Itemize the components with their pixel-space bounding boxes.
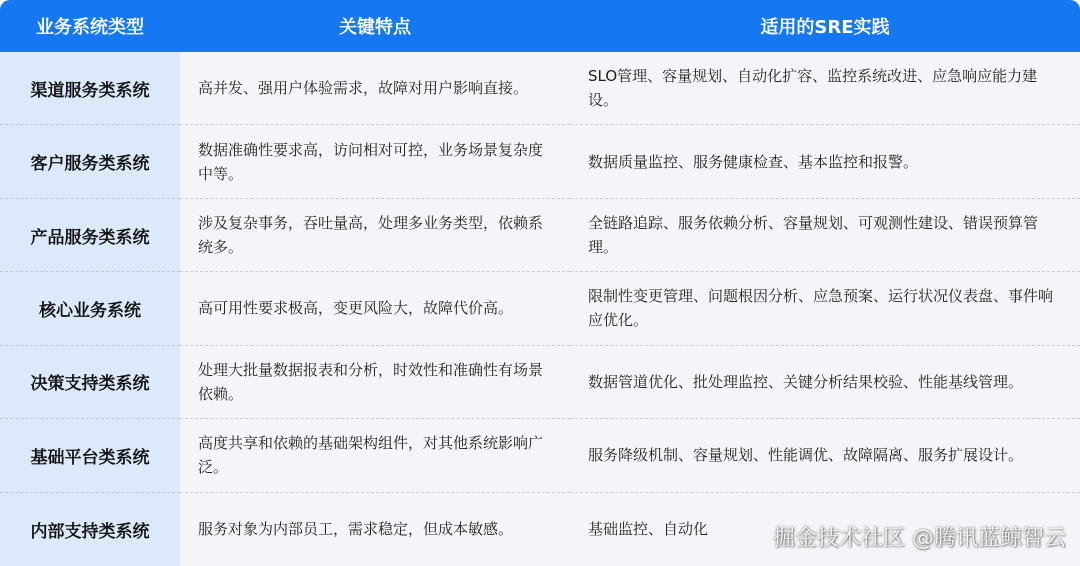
row-2-type: 客户服务类系统 bbox=[0, 125, 180, 198]
row-1-features: 高并发、强用户体验需求，故障对用户影响直接。 bbox=[180, 52, 570, 125]
row-7-type: 内部支持类系统 bbox=[0, 493, 180, 566]
row-6-features: 高度共享和依赖的基础架构组件，对其他系统影响广泛。 bbox=[180, 419, 570, 492]
row-5-sre: 数据管道优化、批处理监控、关键分析结果校验、性能基线管理。 bbox=[570, 346, 1080, 419]
header-key-features: 关键特点 bbox=[180, 0, 570, 52]
row-5-features: 处理大批量数据报表和分析，时效性和准确性有场景依赖。 bbox=[180, 346, 570, 419]
row-1-sre: SLO管理、容量规划、自动化扩容、监控系统改进、应急响应能力建设。 bbox=[570, 52, 1080, 125]
row-4-type: 核心业务系统 bbox=[0, 272, 180, 345]
row-6-type: 基础平台类系统 bbox=[0, 419, 180, 492]
header-system-type: 业务系统类型 bbox=[0, 0, 180, 52]
header-sre-practices: 适用的SRE实践 bbox=[570, 0, 1080, 52]
row-6-sre: 服务降级机制、容量规划、性能调优、故障隔离、服务扩展设计。 bbox=[570, 419, 1080, 492]
row-3-type: 产品服务类系统 bbox=[0, 199, 180, 272]
row-5-type: 决策支持类系统 bbox=[0, 346, 180, 419]
row-3-sre: 全链路追踪、服务依赖分析、容量规划、可观测性建设、错误预算管理。 bbox=[570, 199, 1080, 272]
row-4-sre: 限制性变更管理、问题根因分析、应急预案、运行状况仪表盘、事件响应优化。 bbox=[570, 272, 1080, 345]
watermark-text: 掘金技术社区 @腾讯蓝鲸智云 bbox=[773, 526, 1066, 551]
row-4-features: 高可用性要求极高，变更风险大，故障代价高。 bbox=[180, 272, 570, 345]
row-1-type: 渠道服务类系统 bbox=[0, 52, 180, 125]
row-7-sre: 基础监控、自动化 bbox=[570, 493, 1080, 566]
row-3-features: 涉及复杂事务，吞吐量高，处理多业务类型，依赖系统多。 bbox=[180, 199, 570, 272]
row-2-sre: 数据质量监控、服务健康检查、基本监控和报警。 bbox=[570, 125, 1080, 198]
row-7-features: 服务对象为内部员工，需求稳定，但成本敏感。 bbox=[180, 493, 570, 566]
row-2-features: 数据准确性要求高，访问相对可控，业务场景复杂度中等。 bbox=[180, 125, 570, 198]
